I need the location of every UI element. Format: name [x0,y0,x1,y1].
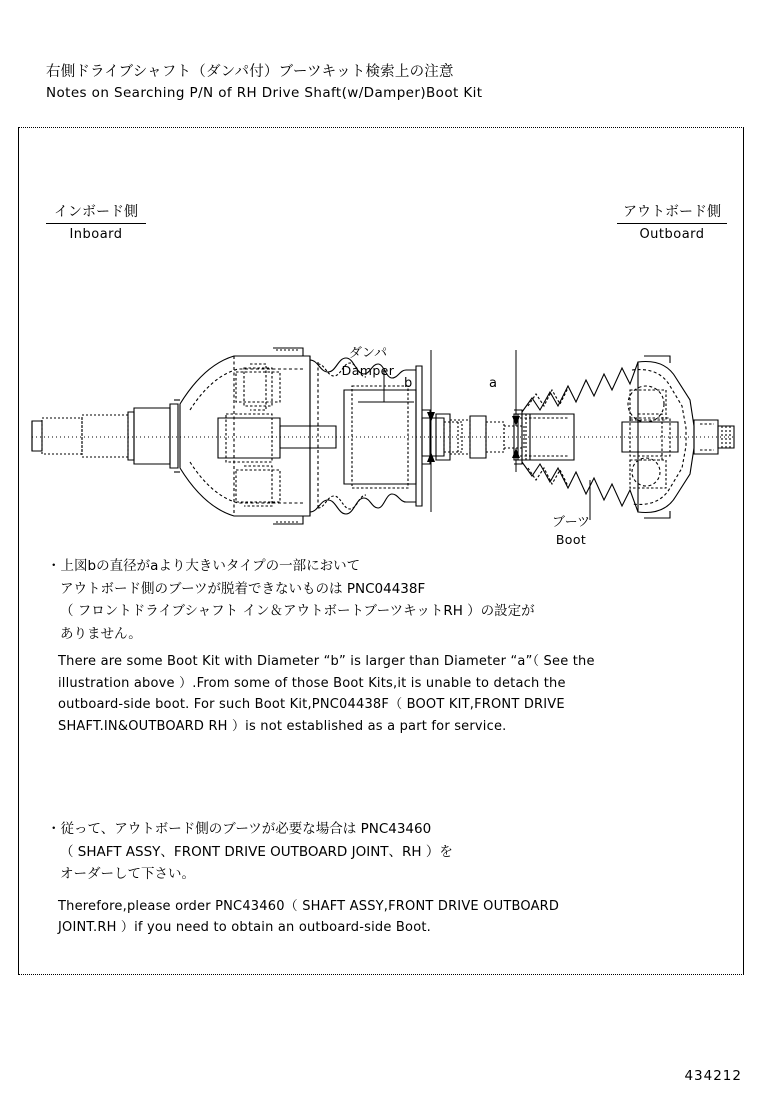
inboard-side-label [46,203,146,244]
note-1-jp-line: アウトボード側のブーツが脱着できないものは PNC04438F [60,580,426,597]
damper-callout [325,345,411,379]
note-2-jp-line: （ SHAFT ASSY、FRONT DRIVE OUTBOARD JOINT、RH ）を [60,843,453,860]
outboard-label-japanese: アウトボード側 [617,203,727,224]
note-1-jp-line: ありません。 [60,625,142,642]
note-1-jp-line: ・上図bの直径がaより大きいタイプの一部において [47,558,361,574]
note-2-en-line: Therefore,please order PNC43460（ SHAFT ASSY,FRONT DRIVE OUTBOARD [58,898,560,914]
note-block-2 [47,818,707,939]
heading-title-english: Notes on Searching P/N of RH Drive Shaft(w/Damper)Boot Kit [46,85,483,101]
dimension-label-b: b [404,376,413,391]
damper-label-japanese: ダンパ [348,346,388,361]
outboard-label-english: Outboard [639,227,705,242]
note-block-1 [47,555,707,737]
inboard-joint-housing [180,348,336,524]
note-2-jp-line: オーダーして下さい。 [60,866,195,882]
heading-title-japanese: 右側ドライブシャフト（ダンパ付）ブーツキット検索上の注意 [46,64,454,80]
note-2-japanese [47,818,707,886]
note-2-jp-line: ・従って、アウトボード側のブーツが必要な場合は PNC43460 [47,821,432,837]
outboard-side-label [617,203,727,244]
document-heading [46,62,686,103]
boot-label-english: Boot [555,532,587,547]
note-1-japanese [47,555,707,645]
page-code: 434212 [684,1068,742,1084]
boot-label-japanese: ブーツ [551,515,591,530]
note-1-en-line: outboard-side boot. For such Boot Kit,PNC04438F（ BOOT KIT,FRONT DRIVE [58,697,565,712]
note-2-english [47,896,707,939]
damper-label-english: Damper [341,363,395,378]
note-1-en-line: There are some Boot Kit with Diameter “b” is larger than Diameter “a”（ See the [58,654,595,669]
inboard-label-english: Inboard [69,227,123,242]
note-1-english [47,651,707,737]
dimension-arrow-a [512,350,520,472]
dimension-label-a: a [489,376,497,391]
inboard-bellows-boot [310,358,462,514]
note-2-en-line: JOINT.RH ）if you need to obtain an outboard-side Boot. [58,920,431,935]
inboard-stub-shaft [32,400,180,472]
boot-callout [533,514,609,548]
inboard-label-japanese: インボード側 [46,203,146,224]
note-1-en-line: SHAFT.IN&OUTBOARD RH ）is not established as a part for service. [58,718,507,734]
note-1-jp-line: （ フロントドライブシャフト イン＆アウトボートブーツキットRH ）の設定が [60,603,535,619]
dimension-arrow-b [427,350,435,512]
note-1-en-line: illustration above ）.From some of those Boot Kits,it is unable to detach the [58,675,566,691]
